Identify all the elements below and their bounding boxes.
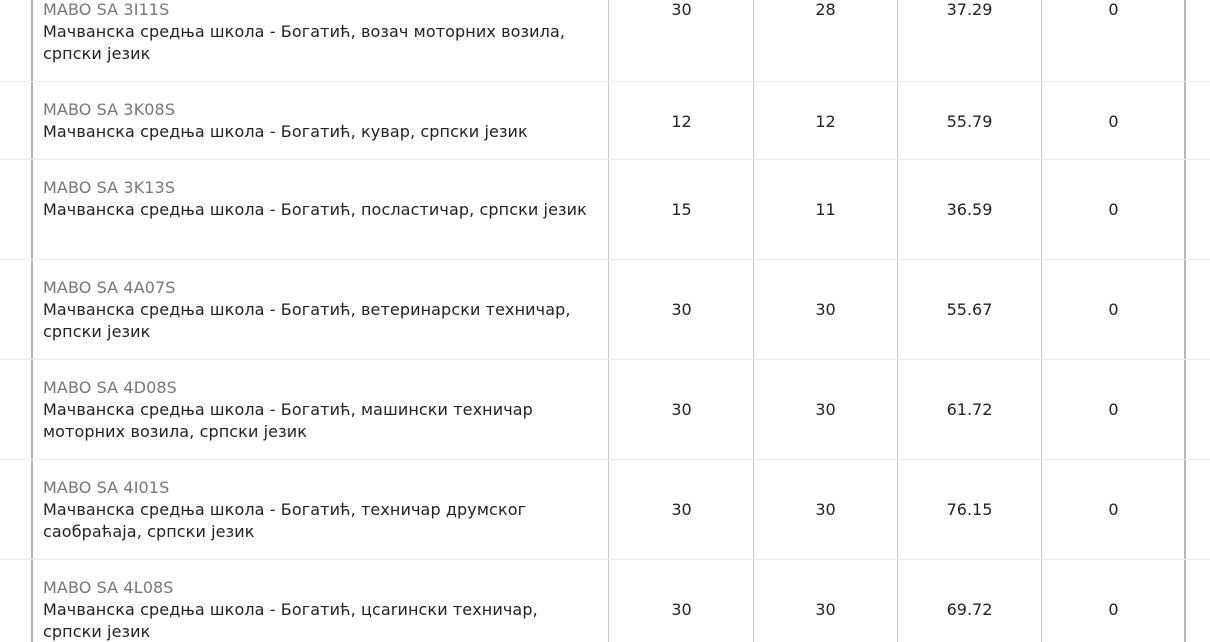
free-places: 0 — [1108, 200, 1119, 219]
plan-count: 30 — [671, 0, 692, 19]
program-description: Мачванска средња школа - Богатић, машински техничар моторних возила, српски језик — [43, 400, 533, 441]
table-row[interactable] — [0, 82, 1210, 160]
min-points: 55.79 — [946, 112, 993, 131]
enrolled-count: 11 — [815, 200, 836, 219]
min-points: 61.72 — [946, 400, 993, 419]
program-cell — [43, 577, 598, 642]
min-points: 55.67 — [946, 300, 993, 319]
enrolled-count: 12 — [815, 112, 836, 131]
min-points: 36.59 — [946, 200, 993, 219]
free-places: 0 — [1108, 0, 1119, 19]
enrolled-count: 30 — [815, 400, 836, 419]
enrolled-count: 30 — [815, 300, 836, 319]
program-description: Мачванска средња школа - Богатић, посластичар, српски језик — [43, 200, 587, 219]
program-cell — [43, 377, 598, 443]
program-cell — [43, 277, 598, 343]
plan-count: 30 — [671, 400, 692, 419]
free-places: 0 — [1108, 300, 1119, 319]
program-description: Мачванска средња школа - Богатић, кувар, српски језик — [43, 122, 528, 141]
program-code: MABO SA 4L08S — [43, 578, 174, 597]
program-description: Мачванска средња школа - Богатић, возач моторних возила, српски језик — [43, 22, 566, 63]
program-description: Мачванска средња школа - Богатић, цcarински техничар, српски језик — [43, 600, 538, 641]
enrolled-count: 30 — [815, 600, 836, 619]
program-cell — [43, 0, 598, 65]
min-points: 37.29 — [946, 0, 993, 19]
enrolled-count: 28 — [815, 0, 836, 19]
plan-count: 30 — [671, 600, 692, 619]
free-places: 0 — [1108, 112, 1119, 131]
free-places: 0 — [1108, 600, 1119, 619]
program-description: Мачванска средња школа - Богатић, ветеринарски техничар, српски језик — [43, 300, 571, 341]
program-code: MABO SA 4D08S — [43, 378, 177, 397]
table-row[interactable] — [0, 460, 1210, 560]
program-code: MABO SA 3I11S — [43, 0, 170, 19]
program-code: MABO SA 4I01S — [43, 478, 170, 497]
free-places: 0 — [1108, 400, 1119, 419]
table-row[interactable] — [0, 160, 1210, 260]
program-code: MABO SA 3K13S — [43, 178, 176, 197]
plan-count: 15 — [671, 200, 692, 219]
program-code: MABO SA 4A07S — [43, 278, 176, 297]
table-row[interactable] — [0, 560, 1210, 642]
plan-count: 12 — [671, 112, 692, 131]
program-cell — [43, 477, 598, 543]
program-cell — [43, 177, 598, 221]
program-cell — [43, 99, 598, 143]
min-points: 76.15 — [946, 500, 993, 519]
enrolled-count: 30 — [815, 500, 836, 519]
plan-count: 30 — [671, 300, 692, 319]
program-code: MABO SA 3K08S — [43, 100, 176, 119]
min-points: 69.72 — [946, 600, 993, 619]
free-places: 0 — [1108, 500, 1119, 519]
table-row[interactable] — [0, 360, 1210, 460]
program-description: Мачванска средња школа - Богатић, техничар друмског саобраћаја, српски језик — [43, 500, 527, 541]
table-row[interactable] — [0, 0, 1210, 82]
plan-count: 30 — [671, 500, 692, 519]
table-row[interactable] — [0, 260, 1210, 360]
